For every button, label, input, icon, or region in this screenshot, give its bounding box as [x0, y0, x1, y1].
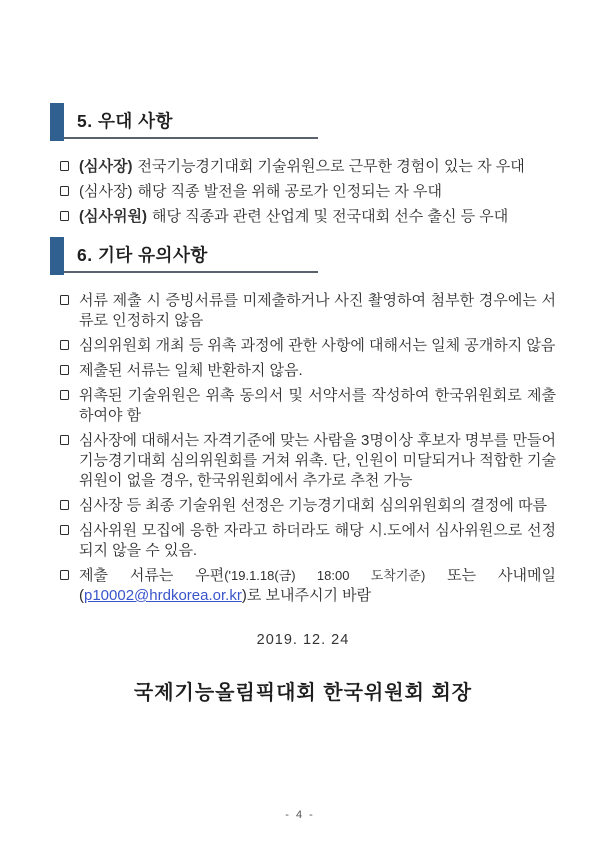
item-text: 심의위원회 개최 등 위촉 과정에 관한 사항에 대해서는 일체 공개하지 않음: [79, 337, 556, 354]
bullet-column: [60, 386, 79, 426]
checkbox-bullet-icon: [60, 340, 69, 350]
item-body: 해당 직종 발전을 위해 공로가 인정되는 자 우대: [137, 183, 442, 200]
list-item: [60, 157, 556, 177]
bullet-column: [60, 521, 79, 561]
bullet-column: [60, 207, 79, 227]
signature-line: 국제기능올림픽대회 한국위원회 회장: [133, 682, 473, 704]
item-label: (심사위원): [79, 208, 147, 225]
section-title: 6. 기타 유의사항: [77, 244, 208, 265]
item-body: 전국기능경기대회 기술위원으로 근무한 경험이 있는 자 우대: [137, 158, 525, 175]
bullet-column: [60, 431, 79, 491]
checkbox-bullet-icon: [60, 435, 69, 445]
list-item: [60, 207, 556, 227]
bullet-list-section-6: [60, 291, 556, 606]
section-title-wrap: [64, 103, 318, 139]
item-text: 위촉된 기술위원은 위촉 동의서 및 서약서를 작성하여 한국위원회로 제출하여야 함: [79, 387, 556, 424]
checkbox-bullet-icon: [60, 365, 69, 375]
item-text: 제출된 서류는 일체 반환하지 않음.: [79, 362, 303, 379]
checkbox-bullet-icon: [60, 186, 69, 196]
document-date: 2019. 12. 24: [256, 632, 350, 648]
checkbox-bullet-icon: [60, 295, 69, 305]
section-title-wrap: [64, 237, 318, 273]
section-header-5: [50, 103, 318, 141]
list-item: [60, 386, 556, 426]
checkbox-bullet-icon: [60, 500, 69, 510]
list-item: [60, 336, 556, 356]
item-text: [79, 157, 556, 177]
item-text: 심사장에 대해서는 자격기준에 맞는 사람을 3명이상 후보자 명부를 만들어 기능경기대회 심의위원회를 거쳐 위촉. 단, 인원이 미달되거나 적합한 기술위원이 없을 경우, 한국위원회에서 추가로 추천 가능: [79, 432, 556, 489]
item-text: 심사장 등 최종 기술위원 선정은 기능경기대회 심의위원회의 결정에 따름: [79, 497, 548, 514]
item-text: [79, 207, 556, 227]
list-item: [60, 182, 556, 202]
bullet-column: [60, 496, 79, 516]
section-accent-bar-icon: [50, 103, 64, 141]
section-accent-bar-icon: [50, 237, 64, 275]
bullet-column: [60, 182, 79, 202]
list-item: [60, 521, 556, 561]
section-title: 5. 우대 사항: [77, 110, 173, 131]
list-item: [60, 566, 556, 606]
item-body: 또는 사내메일(: [79, 567, 556, 604]
bullet-column: [60, 157, 79, 177]
checkbox-bullet-icon: [60, 570, 69, 580]
list-item: [60, 496, 556, 516]
item-text: 심사위원 모집에 응한 자라고 하더라도 해당 시.도에서 심사위원으로 선정되지 않을 수 있음.: [79, 522, 556, 559]
list-item: [60, 291, 556, 331]
bullet-column: [60, 336, 79, 356]
checkbox-bullet-icon: [60, 211, 69, 221]
item-body: 제출 서류는 우편: [79, 567, 225, 584]
bullet-column: [60, 566, 79, 606]
item-text: [79, 566, 556, 606]
item-text: 서류 제출 시 증빙서류를 미제출하거나 사진 촬영하여 첨부한 경우에는 서류로 인정하지 않음: [79, 292, 556, 329]
checkbox-bullet-icon: [60, 525, 69, 535]
email-link[interactable]: p10002@hrdkorea.or.kr: [84, 587, 242, 604]
checkbox-bullet-icon: [60, 390, 69, 400]
checkbox-bullet-icon: [60, 161, 69, 171]
list-item: [60, 361, 556, 381]
item-label: (심사장): [79, 183, 133, 200]
item-body: )로 보내주시기 바람: [241, 587, 372, 604]
bullet-column: [60, 291, 79, 331]
list-item: [60, 431, 556, 491]
section-header-6: [50, 237, 318, 275]
bullet-column: [60, 361, 79, 381]
bullet-list-section-5: [60, 157, 556, 227]
deadline-note: ('19.1.18(금) 18:00 도착기준): [224, 568, 426, 583]
page-number: - 4 -: [285, 809, 315, 821]
item-body: 해당 직종과 관련 산업계 및 전국대회 선수 출신 등 우대: [151, 208, 509, 225]
item-label: (심사장): [79, 158, 133, 175]
item-text: [79, 182, 556, 202]
